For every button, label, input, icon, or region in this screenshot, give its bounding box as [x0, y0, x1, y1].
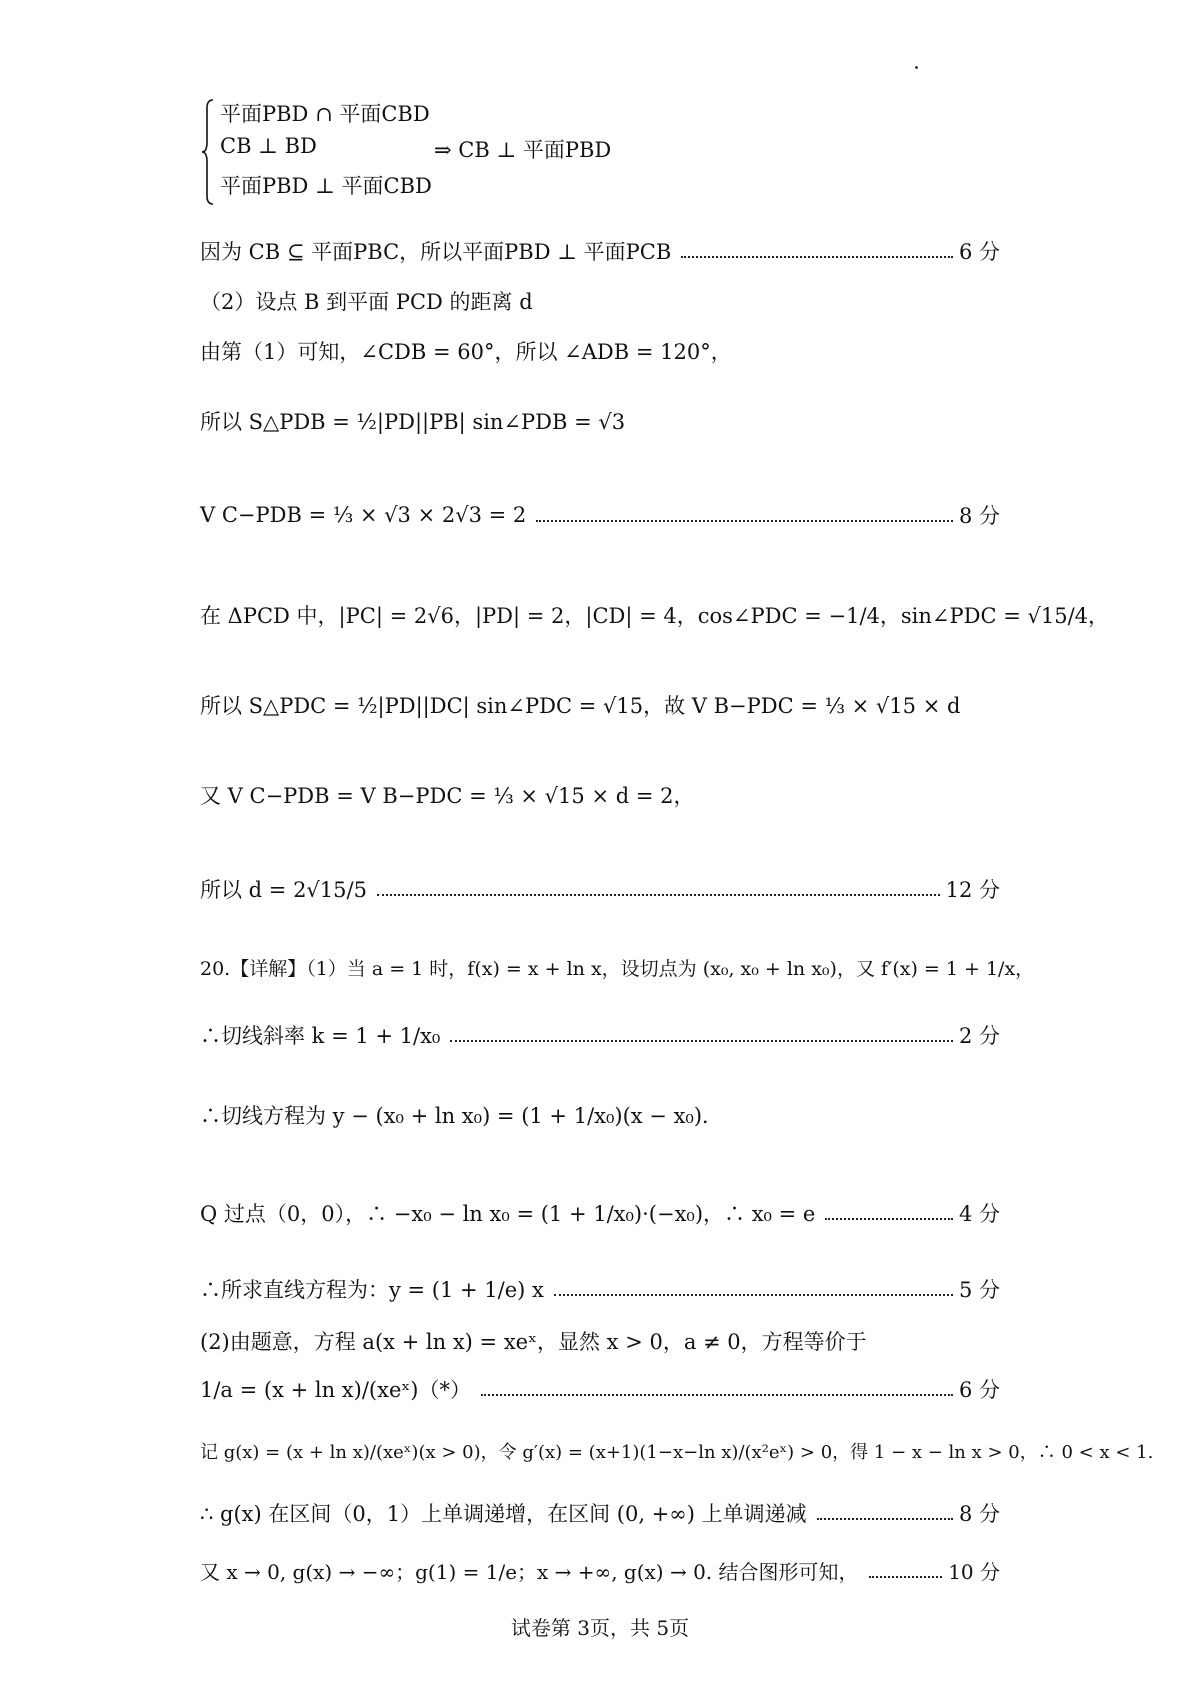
score-label: 2 分 — [958, 1024, 1000, 1048]
page-footer: 试卷第 3页，共 5页 — [510, 1616, 690, 1640]
solution-line — [200, 236, 1000, 266]
line-text: (2)由题意，方程 a(x + ln x) = xeˣ，显然 x > 0，a ≠ 0，方程等价于 — [200, 1330, 867, 1354]
solution-line — [200, 1274, 1000, 1304]
score-label: 8 分 — [958, 1502, 1000, 1526]
line-text: Q 过点（0，0），∴ −x₀ − ln x₀ = (1 + 1/x₀)·(−x₀)，∴ x₀ = e — [200, 1202, 816, 1226]
solution-line — [200, 780, 1000, 810]
solution-line — [200, 690, 1000, 720]
line-text: 20.【详解】（1）当 a = 1 时，f(x) = x + ln x，设切点为 (x₀, x₀ + ln x₀)，又 f′(x) = 1 + 1/x， — [200, 958, 1035, 980]
score-label: 12 分 — [945, 878, 1000, 902]
line-text: 在 ΔPCD 中，|PC| = 2√6，|PD| = 2，|CD| = 4，cos∠PDC = −1/4，sin∠PDC = √15/4， — [200, 604, 1110, 628]
brace-implication: ⇒ CB ⊥ 平面PBD — [434, 138, 612, 162]
solution-line — [200, 874, 1000, 904]
line-text: ∴ g(x) 在区间（0，1）上单调递增，在区间 (0, +∞) 上单调递减 — [200, 1502, 807, 1526]
solution-line — [200, 286, 1000, 316]
solution-line — [200, 1498, 1000, 1528]
solution-line — [200, 1374, 1000, 1404]
solution-line — [200, 600, 1110, 630]
dot-leader — [681, 256, 953, 258]
brace-system — [202, 98, 652, 210]
dot-leader — [554, 1294, 953, 1296]
line-text: 因为 CB ⊆ 平面PBC，所以平面PBD ⊥ 平面PCB — [200, 240, 672, 264]
solution-line — [200, 1326, 1000, 1356]
dot-leader — [825, 1218, 953, 1220]
dot-leader — [817, 1518, 953, 1520]
dot-leader — [481, 1394, 953, 1396]
scan-speck — [915, 66, 918, 69]
dot-leader — [536, 520, 953, 522]
brace-row-1: 平面PBD ∩ 平面CBD — [220, 102, 430, 126]
solution-line — [200, 336, 1000, 366]
line-text: 又 V C−PDB = V B−PDC = ⅓ × √15 × d = 2， — [200, 784, 695, 808]
line-text: 记 g(x) = (x + ln x)/(xeˣ)(x > 0)，令 g′(x) = (x+1)(1−x−ln x)/(x²eˣ) > 0，得 1 − x − ln x > 0，∴ 0 < x < 1. — [200, 1442, 1154, 1463]
solution-line — [200, 406, 1000, 436]
line-text: ∴切线斜率 k = 1 + 1/x₀ — [200, 1024, 441, 1048]
brace-row-2: CB ⊥ BD — [220, 134, 317, 158]
score-label: 8 分 — [958, 504, 1000, 528]
dot-leader — [869, 1576, 943, 1578]
solution-line — [200, 1100, 1000, 1130]
score-label: 5 分 — [958, 1278, 1000, 1302]
dot-leader — [377, 894, 940, 896]
line-text: 所以 S△PDC = ½|PD||DC| sin∠PDC = √15，故 V B−PDC = ⅓ × √15 × d — [200, 694, 961, 718]
dot-leader — [450, 1040, 953, 1042]
line-text: 又 x → 0, g(x) → −∞；g(1) = 1/e；x → +∞, g(x) → 0. 结合图形可知， — [200, 1560, 859, 1584]
line-text: 所以 d = 2√15/5 — [200, 878, 367, 902]
solution-line — [200, 954, 1035, 981]
solution-line — [200, 500, 1000, 530]
score-label: 6 分 — [958, 1378, 1000, 1402]
score-label: 4 分 — [958, 1202, 1000, 1226]
solution-line — [200, 1020, 1000, 1050]
line-text: 由第（1）可知，∠CDB = 60°，所以 ∠ADB = 120°， — [200, 340, 732, 364]
solution-line — [200, 1438, 1154, 1464]
solution-line — [200, 1556, 1000, 1585]
solution-line — [200, 1198, 1000, 1228]
left-brace-icon — [202, 98, 214, 206]
line-text: 1/a = (x + ln x)/(xeˣ)（*） — [200, 1378, 471, 1402]
line-text: V C−PDB = ⅓ × √3 × 2√3 = 2 — [200, 503, 527, 527]
score-label: 10 分 — [948, 1560, 1000, 1584]
line-text: ∴切线方程为 y − (x₀ + ln x₀) = (1 + 1/x₀)(x − x₀)． — [200, 1104, 724, 1128]
line-text: ∴所求直线方程为：y = (1 + 1/e) x — [200, 1278, 544, 1302]
line-text: 所以 S△PDB = ½|PD||PB| sin∠PDB = √3 — [200, 410, 626, 434]
line-text: （2）设点 B 到平面 PCD 的距离 d — [200, 290, 533, 314]
score-label: 6 分 — [958, 240, 1000, 264]
brace-row-3: 平面PBD ⊥ 平面CBD — [220, 174, 432, 198]
